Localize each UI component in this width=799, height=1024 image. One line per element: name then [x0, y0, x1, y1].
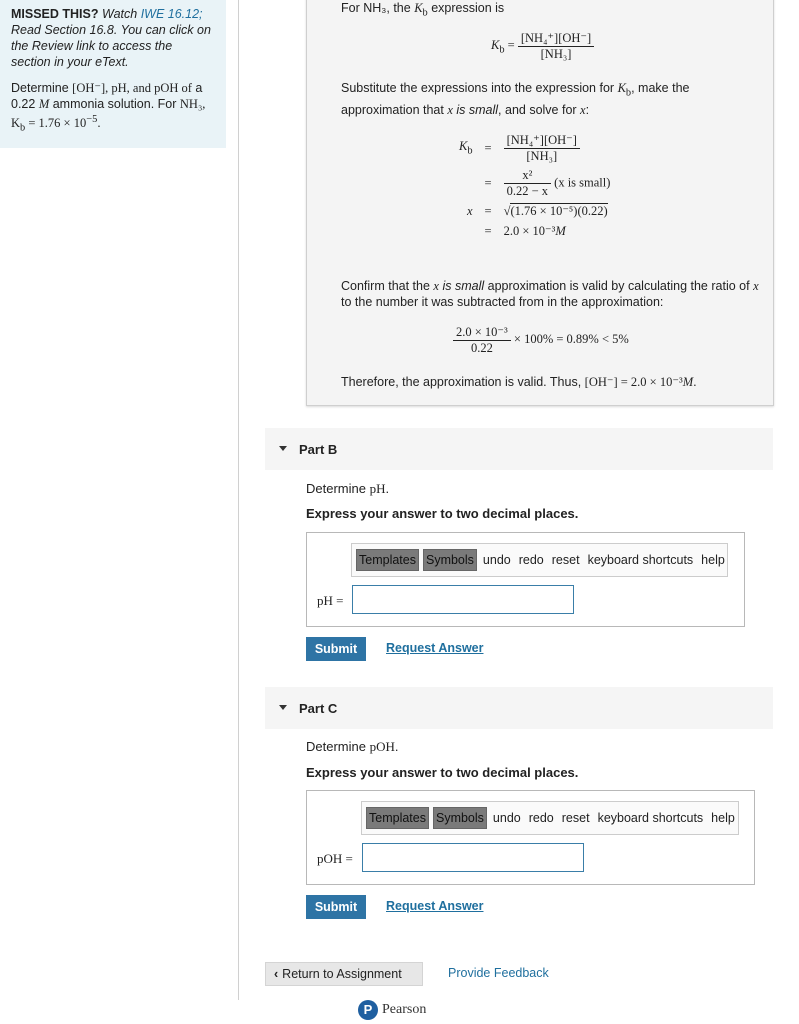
therefore-end: . — [693, 375, 697, 389]
templates-button[interactable]: Templates — [366, 807, 429, 829]
part-b-prompt-text: Determine — [306, 481, 366, 496]
templates-button[interactable]: Templates — [356, 549, 419, 571]
redo-button[interactable]: redo — [518, 553, 544, 567]
part-b-submit-button[interactable]: Submit — [306, 637, 366, 661]
problem-end: . — [97, 116, 101, 131]
ratio-num: 2.0 × 10⁻³ — [453, 324, 511, 341]
pearson-logo — [358, 1000, 426, 1020]
substitute-kb: K — [617, 81, 626, 95]
therefore-unit: M — [682, 375, 694, 389]
part-c-prompt-end: . — [394, 739, 399, 754]
substitute-kb-sub: b — [625, 87, 632, 99]
reset-button[interactable]: reset — [561, 811, 590, 825]
undo-button[interactable]: undo — [492, 811, 521, 825]
substitute-text: Substitute the expressions into the expression for $K_b$, make the approximation that x is small, and solve for x: — [341, 81, 690, 117]
confirm-small: is small — [442, 279, 485, 293]
pearson-p-icon: P — [358, 1000, 378, 1020]
kb-intro — [341, 0, 761, 22]
watch-text: Watch — [102, 7, 138, 21]
part-b-prompt-end: . — [385, 481, 390, 496]
part-c-header[interactable] — [265, 687, 773, 729]
row3-lhs: x — [466, 203, 473, 218]
row4-unit: M — [555, 224, 566, 238]
therefore-1: Therefore, the approximation is valid. Thus, — [341, 375, 582, 389]
row4-expr: 2.0 × 10⁻³ — [503, 224, 556, 238]
solution-derivation: $K_b$ = $\frac{\text{[NH₄⁺][OH⁻]}}{\text{[NH₃]}}$ = $\frac{\text{x²}}{0.22 - x}$ (x is small) x = √(1.76 × 10⁻⁵)(0.22) = 2.0 × 10⁻³M — [459, 133, 611, 238]
substitute-x: x — [447, 102, 453, 117]
missed-this-text — [11, 6, 215, 70]
collapse-triangle-icon — [279, 446, 287, 451]
substitute-small: is small — [456, 102, 499, 117]
pearson-name: Pearson — [382, 1002, 427, 1017]
part-c-prompt — [306, 739, 399, 755]
part-b-math-toolbar — [351, 543, 728, 577]
problem-concentration: a 0.22 — [11, 81, 203, 111]
symbols-button[interactable]: Symbols — [433, 807, 487, 829]
row3-expr: (1.76 × 10⁻⁵)(0.22) — [510, 204, 608, 218]
row1-lhs-sub: b — [467, 145, 473, 157]
part-c-instruction: Express your answer to two decimal places. — [306, 765, 579, 780]
ratio-equation — [453, 324, 629, 356]
intro-text: For NH₃, the — [341, 1, 411, 15]
poh-label: pOH = — [317, 851, 353, 866]
kb-def-num: [NH₄⁺][OH⁻] — [518, 30, 594, 47]
problem-unit: M — [38, 97, 50, 111]
kb-definition: $K_b$ = $\frac{\text{[NH₄⁺][OH⁻]}}{\text{[NH₃]}}$ — [491, 30, 594, 62]
problem-oh: [OH⁻] — [72, 81, 106, 95]
substitute-end: : — [585, 102, 590, 117]
missed-label: MISSED THIS? — [11, 7, 99, 21]
return-to-assignment-button[interactable] — [265, 962, 423, 986]
part-a-solution — [306, 0, 774, 406]
row2-num: x² — [504, 168, 551, 184]
row1-lhs: K — [459, 139, 468, 154]
undo-button[interactable]: undo — [482, 553, 511, 567]
ratio-den: 0.22 — [470, 341, 493, 355]
provide-feedback-link[interactable]: Provide Feedback — [448, 966, 549, 980]
help-button[interactable]: help — [701, 553, 725, 567]
problem-statement — [11, 80, 215, 137]
problem-kb-value: = 1.76 × 10 — [25, 116, 87, 131]
substitute-1: Substitute the expressions into the expression for — [341, 81, 615, 95]
part-c-prompt-math: pOH — [369, 739, 395, 754]
return-label: Return to Assignment — [282, 967, 402, 981]
part-c-submit-button[interactable]: Submit — [306, 895, 366, 919]
confirm-3: to the number it was subtracted from in the approximation: — [341, 295, 664, 309]
part-b-title: Part B — [299, 442, 338, 457]
help-button[interactable]: help — [711, 811, 735, 825]
part-c-title: Part C — [299, 701, 338, 716]
confirm-1: Confirm that the — [341, 279, 430, 293]
review-hint-panel — [0, 0, 226, 148]
part-b-header[interactable] — [265, 428, 773, 470]
problem-kb-sub: b — [20, 122, 26, 134]
row1-num: [NH₄⁺][OH⁻] — [504, 132, 580, 149]
therefore-math: [OH⁻] = 2.0 × 10⁻³ — [584, 375, 683, 389]
intro-kb-sub: b — [422, 7, 428, 19]
collapse-triangle-icon — [279, 705, 287, 710]
problem-ammonia: ammonia solution. For — [52, 97, 177, 111]
iwe-link[interactable]: IWE 16.12; — [140, 7, 203, 21]
kb-def-lhs: K — [491, 37, 500, 52]
kb-def-fraction — [518, 30, 594, 62]
intro-kb: K — [414, 1, 423, 15]
substitute-2: , make the approximation that — [341, 81, 690, 117]
row2-fraction — [504, 168, 551, 199]
substitute-3: , and solve for — [498, 102, 577, 117]
ph-label: pH = — [317, 593, 344, 608]
part-b-prompt — [306, 481, 389, 497]
row1-den: [NH₃] — [526, 149, 558, 163]
part-b-request-answer-link[interactable]: Request Answer — [386, 641, 484, 655]
content-divider — [238, 0, 239, 1000]
part-c-math-toolbar — [361, 801, 739, 835]
chevron-left-icon: ‹ — [274, 967, 279, 981]
redo-button[interactable]: redo — [528, 811, 554, 825]
keyboard-shortcuts-button[interactable]: keyboard shortcuts — [597, 811, 704, 825]
ratio-rest: × 100% = 0.89% < 5% — [513, 331, 629, 346]
reset-button[interactable]: reset — [551, 553, 580, 567]
kb-def-den: [NH₃] — [540, 47, 572, 61]
therefore-text — [341, 374, 761, 390]
confirm-text — [341, 278, 761, 310]
keyboard-shortcuts-button[interactable]: keyboard shortcuts — [587, 553, 694, 567]
problem-prefix: Determine — [11, 81, 69, 95]
confirm-x2: x — [753, 279, 759, 293]
part-b-instruction: Express your answer to two decimal places. — [306, 506, 579, 521]
problem-nh3-kb: NH₃, K — [11, 97, 206, 131]
row1-fraction — [504, 132, 580, 164]
part-c-request-answer-link[interactable]: Request Answer — [386, 899, 484, 913]
confirm-2: approximation is valid by calculating the ratio of — [487, 279, 750, 293]
problem-mid: , pH, and pOH of — [105, 81, 192, 95]
part-c-prompt-text: Determine — [306, 739, 366, 754]
problem-kb-exp: −5 — [86, 114, 98, 125]
ratio-fraction — [453, 324, 511, 356]
part-c-answer-box — [306, 790, 755, 885]
kb-def-sub: b — [499, 44, 505, 56]
read-section-text: Read Section 16.8. You can click on the Review link to access the section in your eText. — [11, 23, 211, 69]
row2-note: (x is small) — [554, 175, 611, 190]
symbols-button[interactable]: Symbols — [423, 549, 477, 571]
part-b-answer-box — [306, 532, 745, 627]
confirm-x: x — [433, 279, 439, 293]
part-b-prompt-math: pH — [369, 481, 386, 496]
row2-den: 0.22 − x — [506, 184, 549, 198]
intro-end: expression is — [431, 1, 505, 15]
ph-answer-input[interactable] — [352, 585, 574, 614]
poh-answer-input[interactable] — [362, 843, 584, 872]
